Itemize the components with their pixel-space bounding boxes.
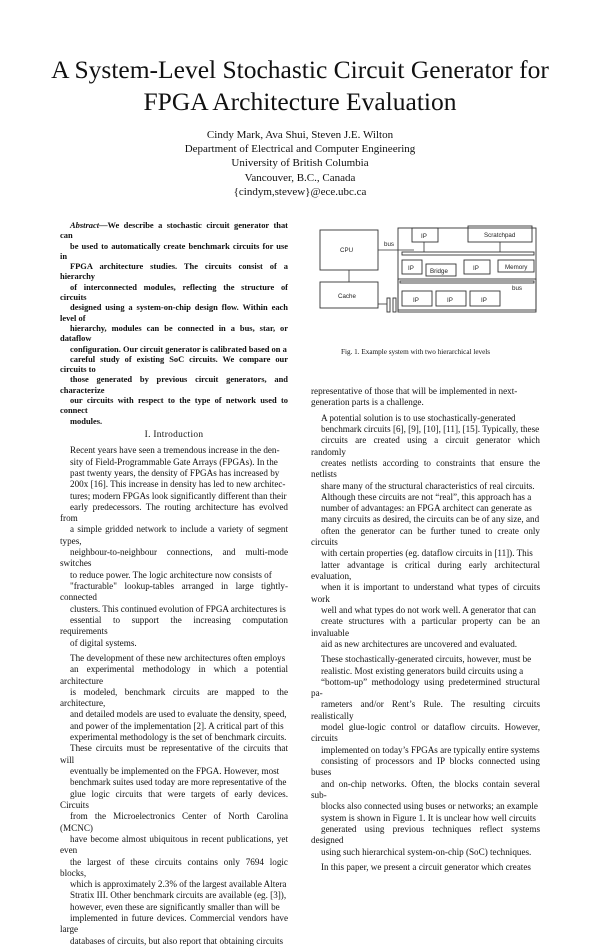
paragraph-6: In this paper, we present a circuit generator which creates [321, 861, 531, 872]
inner-bus [402, 252, 534, 255]
memory-label: Memory [505, 264, 528, 271]
paragraph-4: A potential solution is to use stochastically-generated benchmark circuits [6], [9], [10], [11], [15]. Typically, these circuits are created using a circuit generator which randomly creates netlists according to constraints that ensure the netlists share many of the structural characteristics of real circuits. Although these circuits are not “real”, this approach has a number of advantages: an FPGA architect can generate as many circuits as desired, the circuits can be of any size, and often the generator can be further tuned to create only circuits with certain properties (eg. dataflow circuits in [11]). This latter advantage is critical during early architectural evaluation, when it is important to understand what types of circuits work well and what types do not work well. A generator that can create structures with a particular property can be an invaluable aid as new architectures are uncovered and evaluated. [311, 412, 540, 649]
figure-caption: Fig. 1. Example system with two hierarchical levels [341, 348, 491, 356]
paragraph-2: The development of these new architectures often employs an experimental methodology in which a potential architecture is modeled, benchmark circuits are mapped to the architecture, and detailed models are used to evaluate the density, speed, and power of the implementation [2]. A critical part of this experimental methodology is the set of benchmark circuits. These circuits must be representative of the circuits that will eventually be implemented on the FPGA. However, most benchmark suites used today are more representative of the glue logic circuits that were targets of early devices. Circuits from the Microelectronics Center of North Carolina (MCNC) have become almost ubiquitous in recent publications, yet even the largest of these circuits contains only 7694 logic blocks, which is approximately 2.3% of the largest available Altera Stratix III. Other benchmark circuits are available (eg. [3]), however, even these are significantly smaller than will be implemented in future devices. Commercial vendors have large databases of circuits, but also report that obtaining circuits [60, 652, 288, 946]
bridge-label: Bridge [430, 268, 448, 275]
affiliation-city: Vancouver, B.C., Canada [244, 171, 356, 184]
author-email: {cindym,stevew}@ece.ubc.ca [233, 185, 367, 198]
ip-label: IP [473, 265, 479, 272]
paragraph-1: Recent years have seen a tremendous increase in the den- sity of Field-Programmable Gate Arrays (FPGAs). In the past twenty years, the density of FPGAs has increased by 200x [16]. This increase in density has led to new architec- tures; modern FPGAs look significantly different than their early predecessors. The routing architecture has evolved from a simple gridded network to include a variety of segment types, neighbour-to-neighbour connections, and multi-mode switches to reduce power. The logic architecture now consists of "fracturable" lookup-tables arranged in large tightly-connected clusters. This continued evolution of FPGA architectures is essential to support the increasing computation requirements of digital systems. [60, 445, 288, 648]
bus-stub [393, 298, 396, 312]
paragraph-3: representative of those that will be implemented in next- generation parts is a challenge. [311, 386, 518, 408]
ip-label: IP [481, 297, 487, 304]
affiliation-dept: Department of Electrical and Computer Engineering [184, 143, 416, 156]
author-block [0, 128, 600, 199]
section-heading: I. Introduction [144, 429, 204, 440]
bus-stub [387, 298, 390, 312]
abstract: Abstract—We describe a stochastic circuit generator that can be used to automatically create benchmark circuits for use in FPGA architecture studies. The circuits consist of a hierarchy of interconnected modules, reflecting the structure of circuits designed using a system-on-chip design flow. Within each level of hierarchy, modules can be connected in a bus, star, or dataflow configuration. Our circuit generator is calibrated based on a careful study of existing SoC circuits. We compare our circuits to those generated by previous circuit generators, and characterize our circuits with respect to the type of network used to connect modules. [60, 220, 288, 426]
right-column [311, 386, 540, 873]
ip-label: IP [408, 265, 414, 272]
cache-label: Cache [338, 293, 356, 300]
title-line-2: FPGA Architecture Evaluation [143, 87, 457, 116]
left-column [60, 220, 288, 947]
system-figure [318, 224, 540, 342]
ip-label: IP [447, 297, 453, 304]
paragraph-5: These stochastically-generated circuits, however, must be realistic. Most existing generators build circuits using a “bottom-up” methodology using predetermined structural pa- rameters and/or Rent’s Rule. The resulting circuits realistically model glue-logic control or dataflow circuits. However, circuits implemented on today’s FPGAs are typically entire systems consisting of processors and IP blocks connected using buses and on-chip networks. Often, the blocks contain several sub- blocks also connected using buses or networks; an example system is shown in Figure 1. It is unclear how well circuits generated using previous techniques reflect systems designed using such hierarchical system-on-chip (SoC) techniques. [311, 654, 540, 857]
affiliation-univ: University of British Columbia [231, 157, 369, 170]
ip-label: IP [421, 233, 427, 240]
paper-title [0, 54, 600, 118]
bus-label-low: bus [512, 285, 522, 292]
scratchpad-label: Scratchpad [484, 232, 516, 239]
lower-bus [400, 281, 534, 283]
cpu-label: CPU [340, 247, 354, 254]
bus-label-top: bus [384, 241, 394, 248]
author-names: Cindy Mark, Ava Shui, Steven J.E. Wilton [206, 129, 394, 141]
title-line-1: A System-Level Stochastic Circuit Generator for [51, 55, 549, 84]
ip-label: IP [413, 297, 419, 304]
abstract-lead: Abstract [70, 220, 100, 230]
lower-subsystem [398, 279, 536, 310]
